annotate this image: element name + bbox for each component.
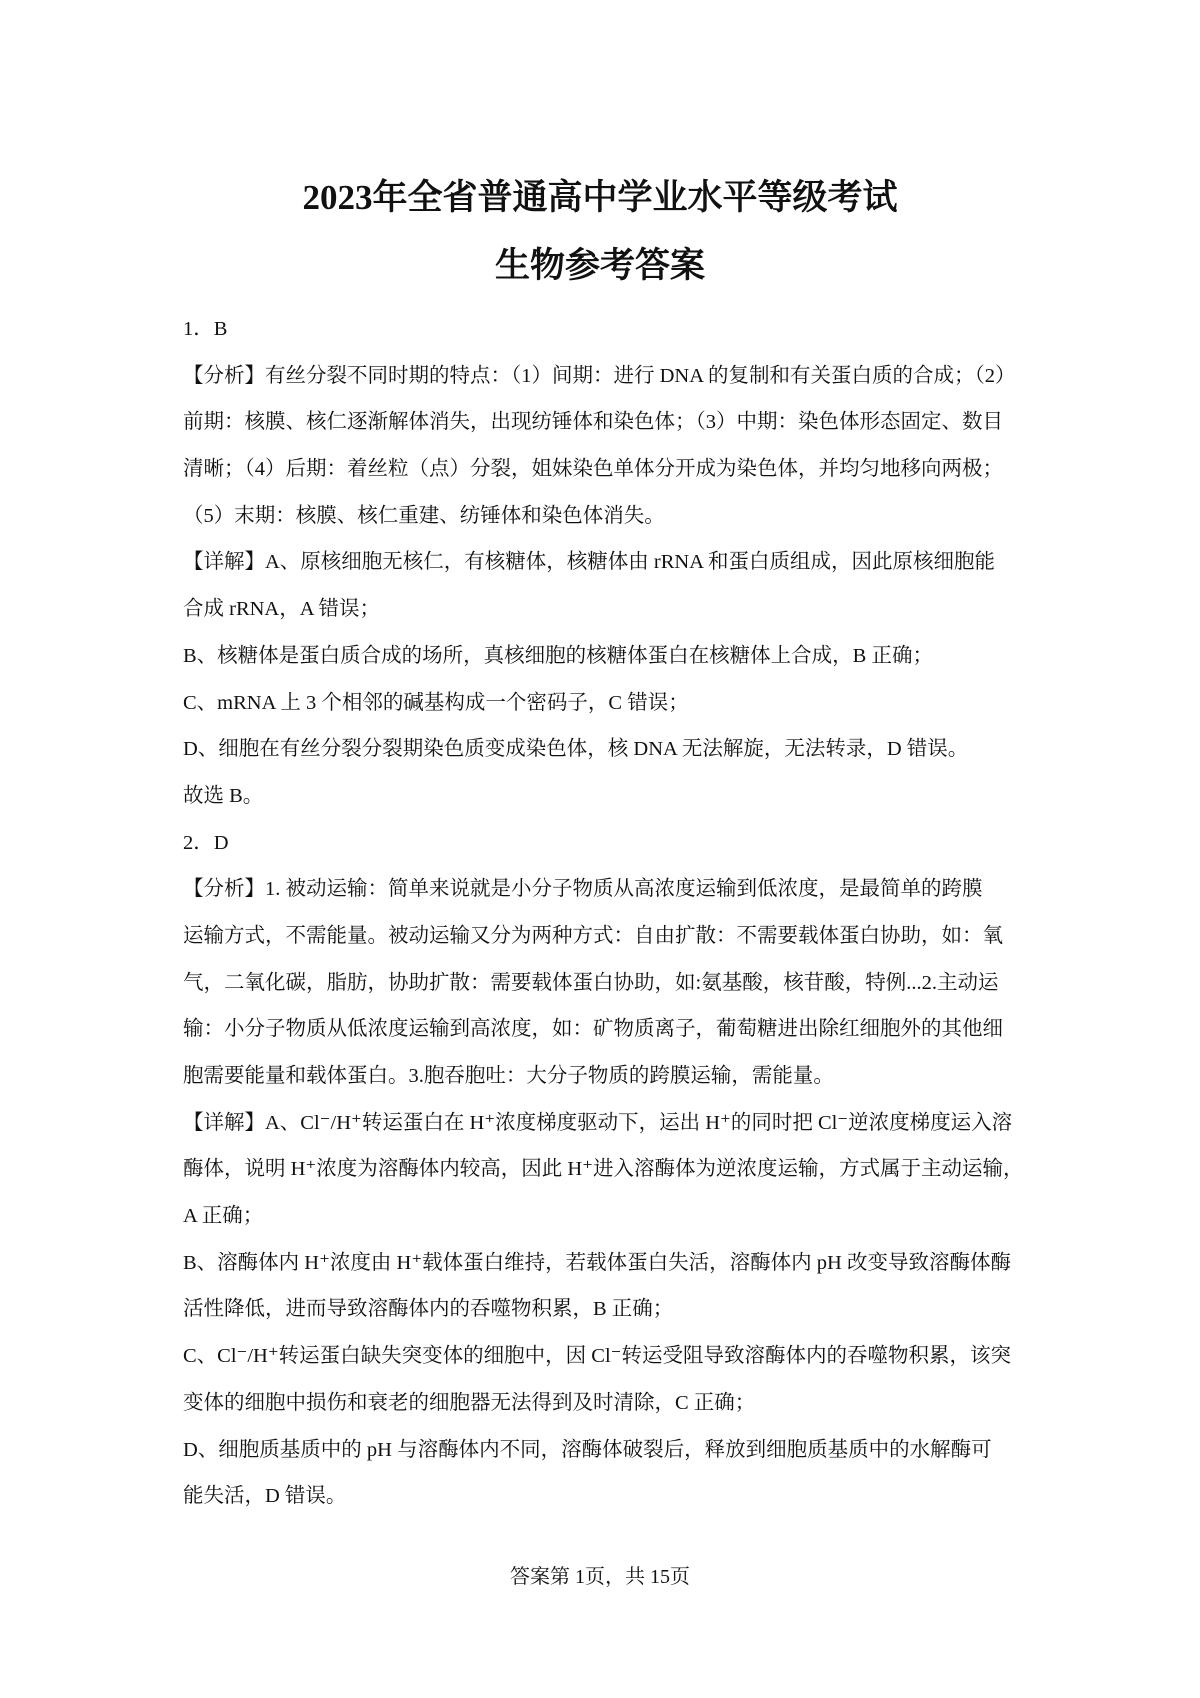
text-line: 酶体，说明 H⁺浓度为溶酶体内较高，因此 H⁺进入溶酶体为逆浓度运输，方式属于主动运输， [183,1158,1023,1181]
text-line: 【详解】A、Cl⁻/H⁺转运蛋白在 H⁺浓度梯度驱动下，运出 H⁺的同时把 Cl⁻逆浓度梯度运入溶 [183,1111,1013,1134]
text-line: B、溶酶体内 H⁺浓度由 H⁺载体蛋白维持，若载体蛋白失活，溶酶体内 pH 改变导致溶酶体酶 [183,1251,1011,1274]
title-block [0,176,1200,288]
text-line: 运输方式，不需能量。被动运输又分为两种方式：自由扩散：不需要载体蛋白协助，如：氧 [183,924,1003,947]
text-line: 活性降低，进而导致溶酶体内的吞噬物积累，B 正确； [183,1298,674,1321]
text-line: 2．D [183,831,229,854]
text-line: 1．B [183,318,228,340]
text-line: 【分析】1. 被动运输：简单来说就是小分子物质从高浓度运输到低浓度，是最简单的跨膜 [183,878,983,901]
page-title: 2023年全省普通高中学业水平等级考试 [302,178,898,217]
text-line: D、细胞质基质中的 pH 与溶酶体内不同，溶酶体破裂后，释放到细胞质基质中的水解酶可 [183,1438,992,1461]
text-line: C、Cl⁻/H⁺转运蛋白缺失突变体的细胞中，因 Cl⁻转运受阻导致溶酶体内的吞噬物积累，该突 [183,1345,1011,1368]
text-line: 输：小分子物质从低浓度运输到高浓度，如：矿物质离子，葡萄糖进出除红细胞外的其他细 [183,1018,1003,1041]
text-line: B、核糖体是蛋白质合成的场所，真核细胞的核糖体蛋白在核糖体上合成，B 正确； [183,644,933,667]
text-line: 胞需要能量和载体蛋白。3.胞吞胞吐：大分子物质的跨膜运输，需能量。 [183,1065,834,1087]
text-line: 前期：核膜、核仁逐渐解体消失，出现纺锤体和染色体；（3）中期：染色体形态固定、数目 [183,411,1003,434]
text-line: 【详解】A、原核细胞无核仁，有核糖体，核糖体由 rRNA 和蛋白质组成，因此原核细胞能 [183,551,996,574]
text-line: 清晰；（4）后期：着丝粒（点）分裂，姐妹染色单体分开成为染色体，并均匀地移向两极； [183,458,1003,481]
text-line: 【分析】有丝分裂不同时期的特点：（1）间期：进行 DNA 的复制和有关蛋白质的合成；（2） [183,364,1016,387]
text-line: C、mRNA 上 3 个相邻的碱基构成一个密码子，C 错误； [183,691,689,714]
page-subtitle: 生物参考答案 [494,246,705,285]
page-footer: 答案第 1页，共 15页 [510,1566,690,1588]
text-line: 合成 rRNA，A 错误； [183,598,381,621]
text-line: 故选 B。 [183,784,264,807]
text-line: 变体的细胞中损伤和衰老的细胞器无法得到及时清除，C 正确； [183,1391,756,1414]
text-line: D、细胞在有丝分裂分裂期染色质变成染色体，核 DNA 无法解旋，无法转录，D 错误。 [183,738,969,761]
text-line: A 正确； [183,1205,264,1228]
text-line: 气，二氧化碳，脂肪，协助扩散：需要载体蛋白协助，如:氨基酸，核苷酸，特例...2.主动运 [183,971,999,994]
text-line: （5）末期：核膜、核仁重建、纺锤体和染色体消失。 [183,504,665,527]
answer-content [183,306,1023,1520]
text-line: 能失活，D 错误。 [183,1485,347,1508]
